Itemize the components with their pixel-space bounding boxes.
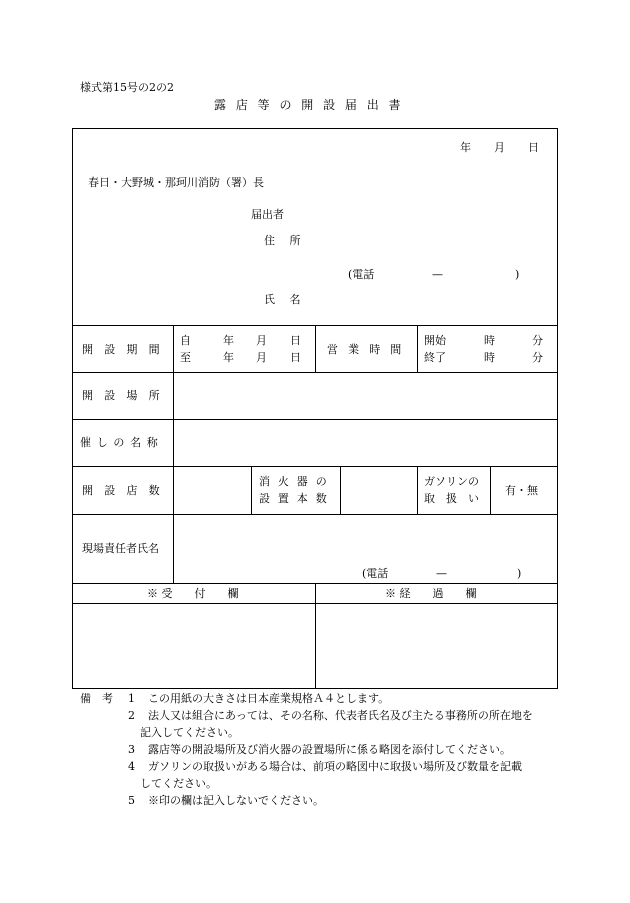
form-number: 様式第15号の2の2 — [80, 81, 174, 94]
date-day-label: 日 — [528, 141, 539, 154]
note-text: ※印の欄は記入しないでください。 — [148, 794, 324, 807]
hours-start: 開始 — [424, 334, 446, 347]
notifier-phone-open: (電話 — [348, 268, 375, 281]
manager-phone-open: (電話 — [362, 567, 389, 580]
hours-end-minute: 分 — [532, 351, 543, 364]
period-label: 開 設 期 間 — [82, 343, 164, 356]
period-from-year: 年 — [223, 334, 234, 347]
note-item-continued — [80, 775, 560, 792]
address-label: 住 所 — [264, 234, 306, 247]
note-text: してください。 — [140, 777, 217, 790]
manager-phone-dash: — — [436, 567, 447, 580]
note-text: この用紙の大きさは日本産業規格Ａ４とします。 — [148, 692, 390, 705]
hours-end-hour: 時 — [484, 351, 495, 364]
period-to-year: 年 — [223, 351, 234, 364]
note-item — [80, 707, 560, 724]
notifier-phone-dash: — — [432, 268, 443, 281]
date-month-label: 月 — [494, 141, 505, 154]
extinguisher-label-line2: 設 置 本 数 — [259, 492, 329, 505]
event-name-label: 催 し の 名 称 — [80, 436, 159, 449]
note-text: ガソリンの取扱いがある場合は、前項の略図中に取扱い場所及び数量を記載 — [148, 760, 522, 773]
gasoline-label-line2: 取 扱 い — [424, 492, 479, 505]
extinguisher-label-line1: 消 火 器 の — [259, 475, 329, 488]
notifier-label: 届出者 — [251, 208, 284, 221]
note-item — [80, 690, 560, 707]
note-item — [80, 741, 560, 758]
manager-phone-close: ) — [517, 567, 522, 580]
note-number: 5 — [128, 794, 135, 807]
gasoline-label-line1: ガソリンの — [424, 475, 479, 488]
note-item — [80, 758, 560, 775]
period-from-day: 日 — [290, 334, 301, 347]
name-label: 氏 名 — [264, 293, 306, 306]
notes-section — [80, 690, 560, 809]
date-year-label: 年 — [460, 141, 471, 154]
note-text: 露店等の開設場所及び消火器の設置場所に係る略図を添付してください。 — [148, 743, 511, 756]
note-number: 1 — [128, 692, 135, 705]
note-text: 記入してください。 — [140, 726, 239, 739]
period-to: 至 — [180, 351, 191, 364]
reception-label: ※ 受 付 欄 — [147, 587, 239, 600]
note-text: 法人又は組合にあっては、その名称、代表者氏名及び主たる事務所の所在地を — [148, 709, 533, 722]
gasoline-value: 有・無 — [505, 484, 538, 497]
note-number: 2 — [128, 709, 135, 722]
manager-label: 現場責任者氏名 — [82, 542, 159, 555]
hours-start-minute: 分 — [532, 334, 543, 347]
hours-label: 営 業 時 間 — [327, 343, 405, 356]
hours-end: 終了 — [424, 351, 446, 364]
note-item-continued — [80, 724, 560, 741]
form-title: 露 店 等 の 開 設 届 出 書 — [214, 98, 404, 112]
hours-start-hour: 時 — [484, 334, 495, 347]
period-from: 自 — [180, 334, 191, 347]
location-label: 開 設 場 所 — [82, 389, 164, 402]
notifier-phone-close: ) — [515, 268, 520, 281]
store-count-label: 開 設 店 数 — [82, 484, 164, 497]
period-from-month: 月 — [256, 334, 267, 347]
period-to-month: 月 — [256, 351, 267, 364]
note-number: 4 — [128, 760, 135, 773]
note-item — [80, 792, 560, 809]
note-number: 3 — [128, 743, 135, 756]
progress-label: ※ 経 過 欄 — [385, 587, 477, 600]
notes-header: 備 考 — [80, 692, 113, 705]
addressee: 春日・大野城・那珂川消防（署）長 — [88, 176, 264, 189]
period-to-day: 日 — [290, 351, 301, 364]
